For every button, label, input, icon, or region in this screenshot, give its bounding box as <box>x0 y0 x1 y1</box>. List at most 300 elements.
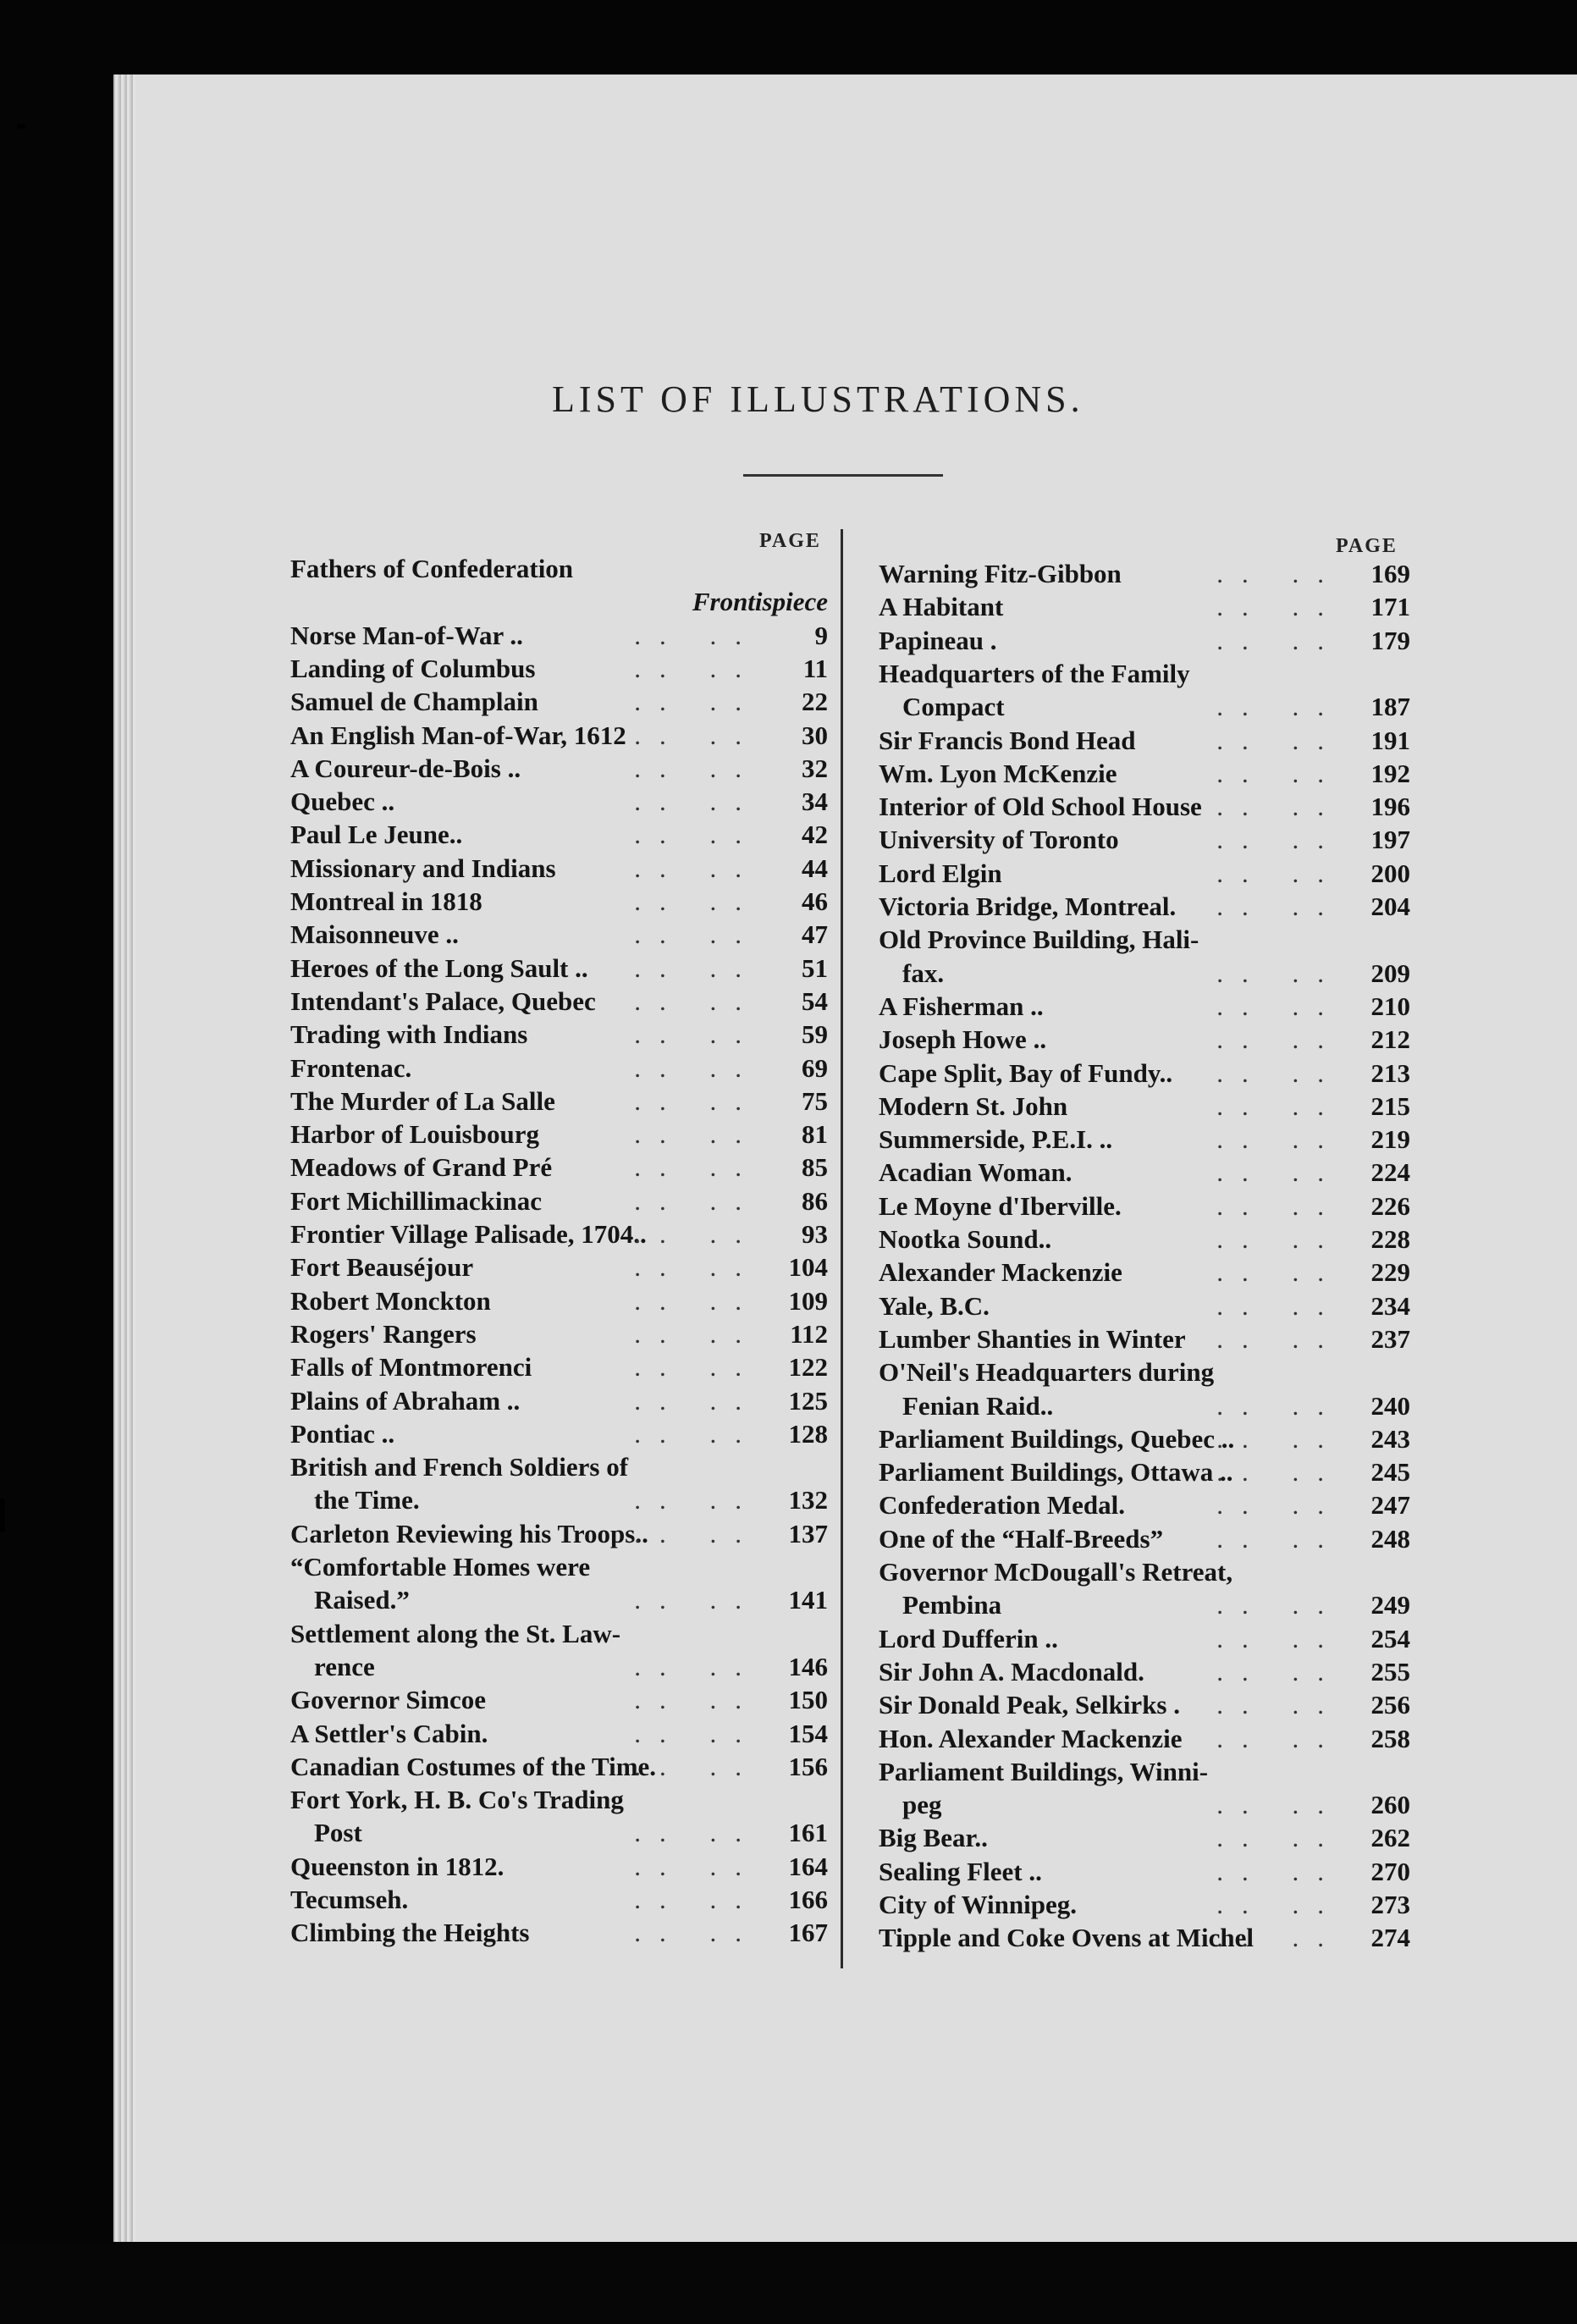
illustration-title: Joseph Howe .. <box>879 1024 1047 1055</box>
illustration-title: Montreal in 1818 <box>290 886 482 916</box>
illustration-title: Victoria Bridge, Montreal. <box>879 892 1177 921</box>
illustration-entry <box>879 1256 1410 1289</box>
leader-dots: .. .. <box>634 687 760 717</box>
illustration-entry <box>879 1322 1410 1355</box>
title-rule <box>743 474 943 477</box>
illustration-title: Le Moyne d'Iberville. <box>879 1190 1122 1221</box>
illustration-entry <box>879 1888 1410 1921</box>
illustration-title: Intendant's Palace, Quebec <box>290 985 596 1016</box>
illustration-entry <box>290 619 828 652</box>
leader-dots: .. .. <box>634 1718 760 1748</box>
illustration-title: Governor Simcoe <box>290 1685 487 1715</box>
illustration-title: One of the “Half-Breeds” <box>879 1523 1164 1554</box>
leader-dots: .. .. <box>1216 1390 1343 1421</box>
illustration-title: British and French Soldiers of <box>290 1452 629 1482</box>
leader-dots: .. .. <box>1216 1590 1343 1620</box>
illustration-title: Headquarters of the Family <box>879 658 1190 688</box>
illustration-entry <box>290 1350 828 1383</box>
illustration-title: Summerside, P.E.I. .. <box>879 1124 1113 1155</box>
illustration-entry <box>290 1916 828 1949</box>
page-column-label-right: PAGE <box>1336 535 1398 557</box>
page-number: 247 <box>1370 1490 1410 1521</box>
illustration-title: Rogers' Rangers <box>290 1318 477 1349</box>
page-number: 258 <box>1370 1723 1410 1753</box>
illustration-entry <box>290 918 828 951</box>
illustration-entry <box>879 1855 1410 1888</box>
scan-speck <box>17 124 25 129</box>
illustration-entry <box>290 852 828 885</box>
illustration-entry <box>879 1223 1410 1256</box>
illustration-entry <box>290 1052 828 1085</box>
illustration-title: Interior of Old School House <box>879 792 1202 822</box>
illustration-entry <box>879 857 1410 890</box>
illustration-entry <box>902 1389 1410 1422</box>
page-number: 51 <box>802 952 828 983</box>
leader-dots: .. .. <box>634 1885 760 1914</box>
illustration-title: Tecumseh. <box>290 1885 409 1914</box>
illustration-entry <box>290 885 828 918</box>
page-number: 161 <box>788 1818 828 1848</box>
illustration-title: Quebec .. <box>290 787 395 817</box>
page-number: 93 <box>802 1219 828 1249</box>
leader-dots: .. .. <box>1216 958 1343 988</box>
leader-dots: .. .. <box>634 1385 760 1416</box>
illustration-title: Fathers of Confederation <box>290 554 574 583</box>
illustration-entry <box>290 1783 828 1816</box>
leader-dots: .. .. <box>634 787 760 817</box>
page-number: 237 <box>1370 1323 1410 1354</box>
page-number: 204 <box>1370 892 1410 921</box>
illustration-title: Fort York, H. B. Co's Trading <box>290 1785 624 1815</box>
page-number: 166 <box>788 1885 828 1914</box>
illustration-title: Queenston in 1812. <box>290 1851 505 1881</box>
scan-border-bottom <box>0 2242 1577 2324</box>
leader-dots: .. .. <box>1216 1024 1343 1055</box>
illustration-entry <box>290 752 828 785</box>
illustration-entry <box>879 1655 1410 1688</box>
illustration-entry <box>879 1289 1410 1322</box>
illustration-title: Wm. Lyon McKenzie <box>879 758 1117 788</box>
illustration-entry <box>290 1683 828 1716</box>
illustration-title: Sir Francis Bond Head <box>879 725 1136 755</box>
illustration-title: Frontenac. <box>290 1052 412 1083</box>
illustration-entry <box>879 1522 1410 1555</box>
illustration-entry <box>290 1118 828 1151</box>
illustration-title: Maisonneuve .. <box>290 919 459 950</box>
leader-dots: .. .. <box>634 653 760 683</box>
illustration-entry <box>879 923 1410 956</box>
illustration-title: Carleton Reviewing his Troops.. <box>290 1518 648 1548</box>
illustration-entry <box>290 1317 828 1350</box>
page-number: 215 <box>1370 1090 1410 1121</box>
page-number: 75 <box>802 1085 828 1116</box>
page-number: 245 <box>1370 1457 1410 1488</box>
illustration-title: Trading with Indians <box>290 1019 528 1050</box>
illustration-entry <box>879 1190 1410 1223</box>
leader-dots: .. .. <box>1216 1457 1343 1488</box>
illustration-entry <box>290 985 828 1018</box>
illustration-title: Sir Donald Peak, Selkirks . <box>879 1690 1181 1720</box>
illustration-entry <box>879 724 1410 757</box>
leader-dots: .. .. <box>1216 1856 1343 1886</box>
illustration-entry <box>290 1018 828 1051</box>
illustration-entry <box>879 1355 1410 1388</box>
illustration-entry <box>290 1417 828 1450</box>
illustration-entry <box>902 690 1410 723</box>
page-number: 270 <box>1370 1856 1410 1886</box>
leader-dots: .. .. <box>1216 1090 1343 1121</box>
illustration-title: Canadian Costumes of the Time. <box>290 1751 657 1781</box>
illustration-entry <box>290 1717 828 1750</box>
page-number: 54 <box>802 985 828 1016</box>
page-number: 200 <box>1370 858 1410 888</box>
illustration-title: A Coureur-de-Bois .. <box>290 753 521 783</box>
leader-dots: .. .. <box>634 1651 760 1681</box>
leader-dots: .. .. <box>1216 1923 1343 1953</box>
leader-dots: .. .. <box>1216 725 1343 755</box>
illustration-title: Lumber Shanties in Winter <box>879 1323 1186 1354</box>
page-number: 104 <box>788 1252 828 1283</box>
illustration-title: Acadian Woman. <box>879 1157 1072 1188</box>
page-number: 46 <box>802 886 828 916</box>
page-number: 213 <box>1370 1057 1410 1088</box>
column-divider <box>841 529 843 1968</box>
illustration-entry <box>879 1488 1410 1521</box>
illustration-title: Fort Beauséjour <box>290 1252 474 1283</box>
illustration-title: University of Toronto <box>879 825 1119 855</box>
illustration-entry <box>879 1722 1410 1755</box>
illustration-entry <box>290 1550 828 1583</box>
page-number: 11 <box>802 653 828 683</box>
illustration-entry <box>290 1384 828 1417</box>
leader-dots: .. .. <box>1216 559 1343 588</box>
page-number: 69 <box>802 1052 828 1083</box>
page-number: 125 <box>788 1385 828 1416</box>
illustration-entry <box>290 1085 828 1118</box>
page-number: 132 <box>788 1485 828 1515</box>
leader-dots: .. .. <box>634 1818 760 1848</box>
page-number: 34 <box>802 787 828 817</box>
leader-dots: .. .. <box>634 1152 760 1183</box>
illustration-entry <box>879 1123 1410 1156</box>
illustration-entry <box>902 957 1410 990</box>
leader-dots: .. .. <box>1216 1057 1343 1088</box>
illustration-entry <box>879 1156 1410 1189</box>
page-number: 254 <box>1370 1623 1410 1653</box>
illustration-entry <box>879 790 1410 823</box>
illustration-entry <box>290 652 828 685</box>
illustration-entry <box>290 1450 828 1483</box>
illustration-entry <box>290 552 828 585</box>
page-number: 248 <box>1370 1523 1410 1554</box>
illustration-title: the Time. <box>314 1485 420 1515</box>
illustration-entry <box>290 1184 828 1217</box>
leader-dots: .. .. <box>1216 625 1343 655</box>
leader-dots: .. .. <box>634 1485 760 1515</box>
leader-dots: .. .. <box>634 1285 760 1316</box>
illustration-title: Governor McDougall's Retreat, <box>879 1557 1233 1587</box>
leader-dots: .. .. <box>634 1085 760 1116</box>
illustration-entry <box>290 785 828 818</box>
scan-speck <box>0 1499 5 1532</box>
illustration-title: peg <box>902 1790 942 1820</box>
page-number: 22 <box>802 687 828 717</box>
illustration-entry <box>290 1517 828 1550</box>
illustration-title: O'Neil's Headquarters during <box>879 1357 1215 1388</box>
leader-dots: .. .. <box>1216 1690 1343 1720</box>
leader-dots: .. .. <box>1216 1723 1343 1753</box>
page-number: 274 <box>1370 1923 1410 1953</box>
page-number: 192 <box>1370 758 1410 788</box>
illustration-entry <box>879 1921 1410 1954</box>
illustration-title: rence <box>314 1651 375 1681</box>
page-number: 32 <box>802 753 828 783</box>
illustration-title: Raised.” <box>314 1585 410 1615</box>
illustration-entry <box>290 952 828 985</box>
leader-dots: .. .. <box>634 886 760 916</box>
illustration-title: The Murder of La Salle <box>290 1085 555 1116</box>
illustration-title: Tipple and Coke Ovens at Michel <box>879 1923 1254 1953</box>
illustration-title: Missionary and Indians <box>290 853 556 883</box>
leader-dots: .. .. <box>1216 1190 1343 1221</box>
illustration-title: Lord Dufferin .. <box>879 1623 1058 1653</box>
illustration-entry <box>290 818 828 851</box>
leader-dots: .. .. <box>634 1418 760 1449</box>
illustration-title: Warning Fitz-Gibbon <box>879 559 1122 588</box>
leader-dots: .. .. <box>1216 1224 1343 1254</box>
illustration-entry <box>290 1217 828 1250</box>
page-number: 86 <box>802 1185 828 1216</box>
page-number: 196 <box>1370 792 1410 822</box>
illustration-title: “Comfortable Homes were <box>290 1552 591 1582</box>
leader-dots: .. .. <box>1216 692 1343 722</box>
leader-dots: .. .. <box>634 1585 760 1615</box>
page-number: 167 <box>788 1918 828 1948</box>
leader-dots: .. .. <box>1216 892 1343 921</box>
page-number: 85 <box>802 1152 828 1183</box>
illustration-title: Paul Le Jeune.. <box>290 820 463 850</box>
page-number: 122 <box>788 1352 828 1383</box>
leader-dots: .. .. <box>634 1185 760 1216</box>
illustration-entry <box>879 1057 1410 1090</box>
illustration-title: Confederation Medal. <box>879 1490 1126 1521</box>
illustration-entry <box>879 823 1410 856</box>
leader-dots: .. .. <box>1216 792 1343 822</box>
page-number: 146 <box>788 1651 828 1681</box>
page-number: 109 <box>788 1285 828 1316</box>
illustration-entry <box>879 1555 1410 1588</box>
illustration-entry <box>879 557 1410 590</box>
page-number: 59 <box>802 1019 828 1050</box>
page-number: 210 <box>1370 991 1410 1021</box>
page-number: 260 <box>1370 1790 1410 1820</box>
leader-dots: .. .. <box>634 853 760 883</box>
illustration-title: Plains of Abraham .. <box>290 1385 521 1416</box>
page-number: 9 <box>814 620 828 650</box>
leader-dots: .. .. <box>634 1518 760 1548</box>
leader-dots: .. .. <box>1216 858 1343 888</box>
illustration-entry <box>879 1090 1410 1123</box>
page-number: 243 <box>1370 1423 1410 1454</box>
illustration-title: Meadows of Grand Pré <box>290 1152 553 1183</box>
leader-dots: .. .. <box>634 1352 760 1383</box>
illustration-title: Alexander Mackenzie <box>879 1257 1122 1288</box>
page-number: 141 <box>788 1585 828 1615</box>
illustration-title: Post <box>314 1818 362 1848</box>
page-number: 209 <box>1370 958 1410 988</box>
illustration-title: City of Winnipeg. <box>879 1890 1077 1919</box>
illustration-entry <box>314 1816 828 1849</box>
leader-dots: .. .. <box>1216 991 1343 1021</box>
page-number: 234 <box>1370 1290 1410 1321</box>
illustration-entry <box>879 1821 1410 1854</box>
illustration-entry <box>879 757 1410 790</box>
illustration-title: Modern St. John <box>879 1090 1068 1121</box>
illustration-entry <box>879 657 1410 690</box>
illustration-title: Fort Michillimackinac <box>290 1185 543 1216</box>
page-number: 137 <box>788 1518 828 1548</box>
illustration-title: Heroes of the Long Sault .. <box>290 952 588 983</box>
page-number: 255 <box>1370 1656 1410 1686</box>
illustration-entry <box>314 1583 828 1616</box>
illustration-title: Big Bear.. <box>879 1823 988 1853</box>
illustration-title: Fenian Raid.. <box>902 1390 1054 1421</box>
illustration-title: Nootka Sound.. <box>879 1224 1052 1254</box>
illustration-title: fax. <box>902 958 945 988</box>
page-number: 81 <box>802 1119 828 1150</box>
leader-dots: .. .. <box>1216 758 1343 788</box>
leader-dots: .. .. <box>1216 1890 1343 1919</box>
illustration-title: Robert Monckton <box>290 1285 491 1316</box>
illustration-entry <box>314 1650 828 1683</box>
illustration-title: Parliament Buildings, Quebec .. <box>879 1423 1235 1454</box>
page-number: 212 <box>1370 1024 1410 1055</box>
illustration-title: Papineau . <box>879 625 997 655</box>
page-number: 47 <box>802 919 828 950</box>
leader-dots: .. .. <box>634 1052 760 1083</box>
illustration-title: Hon. Alexander Mackenzie <box>879 1723 1183 1753</box>
page-number: 191 <box>1370 725 1410 755</box>
page-number: 169 <box>1370 559 1410 588</box>
illustration-title: Compact <box>902 692 1005 722</box>
leader-dots: .. .. <box>1216 1490 1343 1521</box>
leader-dots: .. .. <box>1216 1290 1343 1321</box>
leader-dots: .. .. <box>634 919 760 950</box>
page-number: 44 <box>802 853 828 883</box>
page-number: 42 <box>802 820 828 850</box>
illustration-title: Yale, B.C. <box>879 1290 990 1321</box>
illustration-entry <box>879 590 1410 623</box>
illustration-entry <box>290 1850 828 1883</box>
leader-dots: .. .. <box>1216 1790 1343 1820</box>
page-number: 228 <box>1370 1224 1410 1254</box>
leader-dots: .. .. <box>1216 1823 1343 1853</box>
illustration-title: Frontispiece <box>692 587 828 617</box>
leader-dots: .. .. <box>634 720 760 750</box>
illustration-entry <box>290 1151 828 1184</box>
leader-dots: .. .. <box>1216 1423 1343 1454</box>
leader-dots: .. .. <box>1216 1124 1343 1155</box>
illustration-entry <box>314 1483 828 1516</box>
leader-dots: .. .. <box>634 1219 760 1249</box>
leader-dots: .. .. <box>634 820 760 850</box>
illustration-entry <box>290 1284 828 1317</box>
leader-dots: .. .. <box>634 1252 760 1283</box>
illustration-title: Falls of Montmorenci <box>290 1352 532 1383</box>
illustration-title: Landing of Columbus <box>290 653 536 683</box>
leader-dots: .. .. <box>634 1685 760 1715</box>
page-number: 226 <box>1370 1190 1410 1221</box>
leader-dots: .. .. <box>634 1751 760 1781</box>
leader-dots: .. .. <box>634 1851 760 1881</box>
page-number: 224 <box>1370 1157 1410 1188</box>
illustration-title: Sir John A. Macdonald. <box>879 1656 1144 1686</box>
page-number: 229 <box>1370 1257 1410 1288</box>
leader-dots: .. .. <box>634 1918 760 1948</box>
page-number: 273 <box>1370 1890 1410 1919</box>
illustration-title: Old Province Building, Hali- <box>879 925 1199 955</box>
illustration-title: Sealing Fleet .. <box>879 1856 1042 1886</box>
illustration-title: Parliament Buildings, Winni- <box>879 1756 1209 1786</box>
page-number: 150 <box>788 1685 828 1715</box>
illustration-title: A Settler's Cabin. <box>290 1718 488 1748</box>
illustration-entry <box>879 624 1410 657</box>
illustration-entry <box>290 1750 828 1783</box>
leader-dots: .. .. <box>1216 1257 1343 1288</box>
illustration-entry <box>290 1617 828 1650</box>
illustration-entry <box>879 1688 1410 1721</box>
illustration-entry <box>879 1622 1410 1655</box>
illustration-entry <box>902 1788 1410 1821</box>
leader-dots: .. .. <box>1216 1623 1343 1653</box>
page-number: 219 <box>1370 1124 1410 1155</box>
leader-dots: .. .. <box>1216 1157 1343 1188</box>
illustration-title: Parliament Buildings, Ottawa .. <box>879 1457 1233 1488</box>
page-column-label-left: PAGE <box>759 530 821 552</box>
page-number: 112 <box>790 1318 828 1349</box>
page-number: 164 <box>788 1851 828 1881</box>
leader-dots: .. .. <box>634 1119 760 1150</box>
page-number: 197 <box>1370 825 1410 855</box>
page-number: 240 <box>1370 1390 1410 1421</box>
illustration-title: Harbor of Louisbourg <box>290 1119 539 1150</box>
illustration-title: Cape Split, Bay of Fundy.. <box>879 1057 1173 1088</box>
page-number: 249 <box>1370 1590 1410 1620</box>
illustration-title: Norse Man-of-War .. <box>290 620 523 650</box>
page-number: 171 <box>1370 592 1410 622</box>
illustration-title: A Habitant <box>879 592 1004 622</box>
leader-dots: .. .. <box>634 620 760 650</box>
illustration-entry <box>902 1588 1410 1621</box>
leader-dots: .. .. <box>1216 825 1343 855</box>
page-number: 179 <box>1370 625 1410 655</box>
page-number: 187 <box>1370 692 1410 722</box>
illustration-title: Frontier Village Palisade, 1704.. <box>290 1219 647 1249</box>
illustration-title: Lord Elgin <box>879 858 1002 888</box>
illustration-entry <box>879 1755 1410 1788</box>
page-number: 30 <box>802 720 828 750</box>
page-number: 154 <box>788 1718 828 1748</box>
leader-dots: .. .. <box>634 753 760 783</box>
illustration-entry <box>290 719 828 752</box>
illustration-entry <box>879 1023 1410 1056</box>
page-number: 156 <box>788 1751 828 1781</box>
leader-dots: .. .. <box>1216 1523 1343 1554</box>
illustration-entry <box>879 890 1410 923</box>
leader-dots: .. .. <box>1216 592 1343 622</box>
illustration-title: A Fisherman .. <box>879 991 1044 1021</box>
illustration-title: Pembina <box>902 1590 1002 1620</box>
